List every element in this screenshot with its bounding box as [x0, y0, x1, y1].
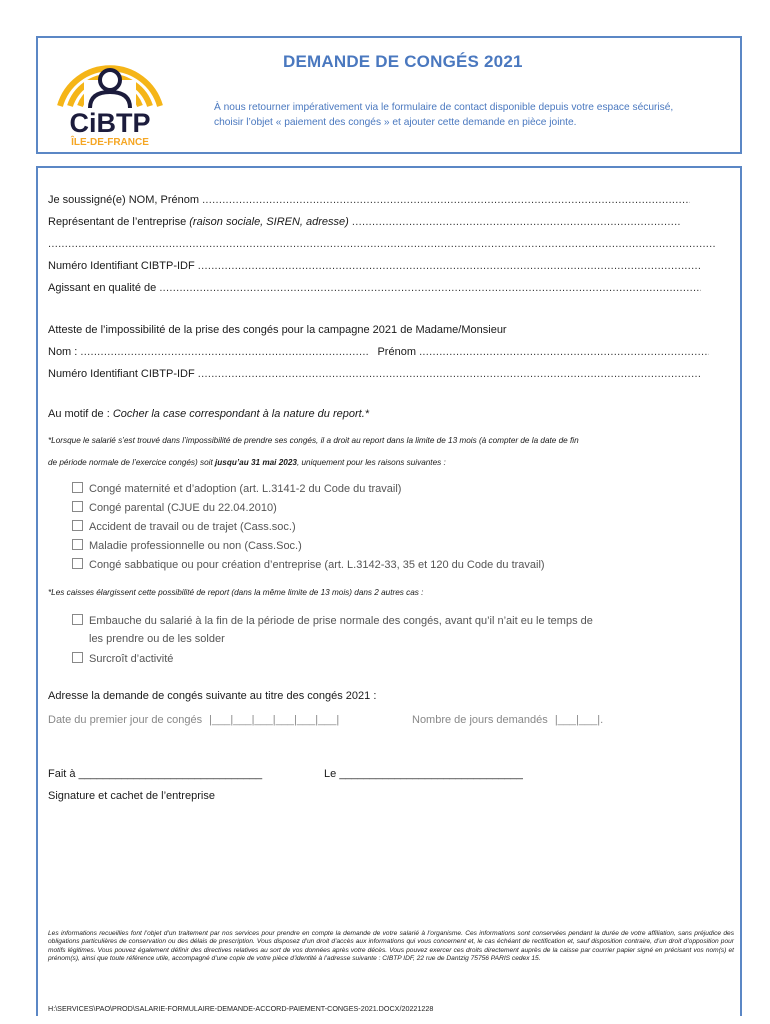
motif-note-line-1: *Lorsque le salarié s’est trouvé dans l’impossibilité de prendre ses congés, il a droit au report dans la limite de 13 mois (à compter de la date de fin: [48, 436, 579, 445]
header-box: [36, 36, 742, 154]
option-label: Congé sabbatique ou pour création d’entreprise (art. L.3142-33, 35 et 120 du Code du travail): [89, 559, 545, 571]
motif-label: Au motif de :: [48, 408, 110, 420]
checkbox[interactable]: [72, 482, 83, 493]
motif-note-line-2-a: de période normale de l’exercice congés) soit: [48, 458, 216, 467]
qualite-field[interactable]: [159, 282, 701, 294]
days-row[interactable]: [412, 714, 603, 726]
employer-id-label: Numéro Identifiant CIBTP-IDF: [48, 260, 195, 272]
date-signature-row[interactable]: [324, 768, 523, 780]
cibtp-logo-icon: [52, 50, 168, 146]
employee-id-row[interactable]: [48, 368, 700, 380]
employee-id-field[interactable]: [198, 368, 700, 380]
option-label: Maladie professionnelle ou non (Cass.Soc.): [89, 540, 302, 552]
le-label: Le: [324, 768, 337, 780]
option-label: Accident de travail ou de trajet (Cass.soc.): [89, 521, 296, 533]
date-label: Date du premier jour de congés: [48, 714, 203, 726]
qualite-label: Agissant en qualité de: [48, 282, 157, 294]
representant-label: Représentant de l’entreprise: [48, 216, 187, 228]
motif-note-deadline: jusqu’au 31 mai 2023: [215, 458, 297, 467]
checkbox[interactable]: [72, 652, 83, 663]
date-fields[interactable]: |___|___|___|___|___|___|: [209, 714, 340, 726]
subtitle: [214, 100, 739, 130]
motif-hint: Cocher la case correspondant à la nature du report.*: [112, 408, 370, 420]
attestation-text: Atteste de l’impossibilité de la prise des congés pour la campagne 2021 de Madame/Monsieur: [48, 324, 507, 336]
checkbox[interactable]: [72, 501, 83, 512]
option-embauche[interactable]: [72, 614, 593, 627]
employer-name-row[interactable]: [48, 194, 690, 206]
file-path: H:\SERVICES\PAO\PROD\SALARIE-FORMULAIRE-DEMANDE-ACCORD-PAIEMENT-CONGES-2021.DOCX/20221228: [48, 1004, 434, 1013]
days-fields[interactable]: |___|___|.: [554, 714, 604, 726]
employer-name-label: Je soussigné(e) NOM, Prénom: [48, 194, 199, 206]
checkbox[interactable]: [72, 539, 83, 550]
employee-prenom-field[interactable]: [419, 346, 709, 358]
option-label: Congé parental (CJUE du 22.04.2010): [89, 502, 277, 514]
employer-id-row[interactable]: [48, 260, 700, 272]
fait-row[interactable]: [48, 768, 262, 780]
employee-prenom-label: Prénom: [377, 346, 416, 358]
representant-field-2[interactable]: [48, 238, 716, 250]
option-accident[interactable]: [72, 520, 296, 533]
motif-note-line-2-b: , uniquement pour les raisons suivantes :: [296, 458, 446, 467]
subtitle-line-2: choisir l’objet « paiement des congés » et ajouter cette demande en pièce jointe.: [214, 117, 577, 128]
form-box: [36, 166, 742, 1016]
representant-hint: (raison sociale, SIREN, adresse): [189, 216, 349, 228]
option-label: Surcroît d’activité: [89, 653, 174, 665]
subtitle-line-1: À nous retourner impérativement via le formulaire de contact disponible depuis votre espace sécurisé,: [214, 102, 674, 113]
option-embauche-continued: les prendre ou de les solder: [89, 633, 225, 645]
option-label: Embauche du salarié à la fin de la période de prise normale des congés, avant qu’il n’ait eu le temps de: [89, 615, 593, 627]
employee-id-label: Numéro Identifiant CIBTP-IDF: [48, 368, 195, 380]
fait-label: Fait à: [48, 768, 76, 780]
signature-label: Signature et cachet de l’entreprise: [48, 790, 215, 802]
checkbox[interactable]: [72, 614, 83, 625]
date-row[interactable]: [48, 714, 339, 726]
request-heading: Adresse la demande de congés suivante au titre des congés 2021 :: [48, 690, 377, 702]
option-maladie[interactable]: [72, 539, 302, 552]
employee-nom-field[interactable]: [80, 346, 370, 358]
checkbox[interactable]: [72, 558, 83, 569]
logo-brand: CiBTP: [69, 108, 151, 138]
extra-cases-note: *Les caisses élargissent cette possibilité de report (dans la même limite de 13 mois) dans 2 autres cas :: [48, 588, 424, 597]
employee-name-row[interactable]: [48, 346, 709, 358]
employer-id-field[interactable]: [198, 260, 700, 272]
motif-row: [48, 408, 369, 420]
days-label: Nombre de jours demandés: [412, 714, 548, 726]
privacy-notice: Les informations recueillies font l’objet d’un traitement par nos services pour prendre en compte la demande de votre salarié à l’organisme. Ces informations sont conservées pendant la durée de votre affiliation, sans préjudice des obligations particulières de conservation ou des délais de prescription. Vous disposez d’un droit d’accès aux informations qui vous concernent et, le cas échéant de rectification et, sauf disposition contraire, d’un droit d’opposition pour motifs légitimes. Vous pouvez également définir des directives relatives au sort de vos données après votre décès. Vous pouvez exercer ces droits directement auprès de la caisse par courrier papier signé en précisant vos nom(s) et prénom(s), ainsi que toute référence utile, accompagné d’une copie de votre pièce d’identité à l’adresse suivante : CIBTP IDF, 22 rue de Dantzig 75756 PARIS cedex 15.: [48, 930, 734, 963]
representant-continued-row[interactable]: [48, 238, 716, 250]
checkbox[interactable]: [72, 520, 83, 531]
le-field[interactable]: ______________________________: [339, 768, 523, 780]
employer-name-field[interactable]: [202, 194, 690, 206]
logo-region: ÎLE-DE-FRANCE: [71, 137, 149, 146]
option-parental[interactable]: [72, 501, 277, 514]
page-title: DEMANDE DE CONGÉS 2021: [283, 52, 523, 71]
cibtp-logo: [52, 50, 168, 146]
option-label: Congé maternité et d’adoption (art. L.3141-2 du Code du travail): [89, 483, 402, 495]
motif-note-line-2: [48, 458, 446, 467]
option-sabbatique[interactable]: [72, 558, 545, 571]
representant-field[interactable]: [352, 216, 680, 228]
employee-nom-label: Nom :: [48, 346, 78, 358]
option-surcroit[interactable]: [72, 652, 173, 665]
fait-field[interactable]: ______________________________: [78, 768, 263, 780]
option-maternite[interactable]: [72, 482, 401, 495]
representant-row[interactable]: [48, 216, 680, 228]
qualite-row[interactable]: [48, 282, 701, 294]
